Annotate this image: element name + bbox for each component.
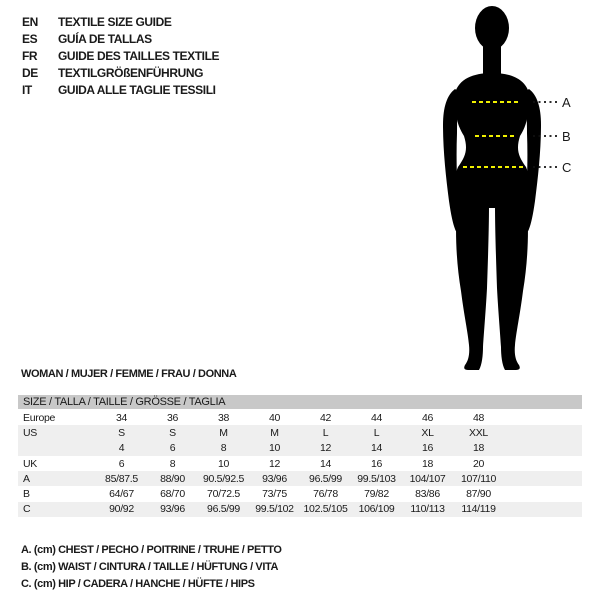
size-cell: 70/72.5: [207, 488, 240, 501]
lang-code: EN: [22, 14, 38, 29]
size-cell: 68/70: [160, 488, 185, 501]
size-cell: 14: [319, 457, 332, 470]
size-cell: 83/86: [415, 488, 440, 501]
size-cell: 4: [118, 442, 125, 455]
size-cell: XL: [421, 426, 434, 439]
size-cell: 40: [268, 411, 281, 424]
size-cell: 12: [319, 442, 332, 455]
size-cell: 18: [421, 457, 434, 470]
size-cell: 6: [169, 442, 176, 455]
size-cell: 14: [370, 442, 383, 455]
size-cell: 110/113: [410, 503, 445, 516]
size-cell: 85/87.5: [105, 472, 138, 485]
lang-row-de: [22, 64, 219, 81]
woman-silhouette: [443, 6, 541, 370]
guide-title-fr: GUIDE DES TAILLES TEXTILE: [58, 48, 220, 63]
lang-code: FR: [22, 48, 38, 63]
table-row-hip-c: [18, 502, 582, 517]
lang-code: DE: [22, 65, 38, 80]
row-label: C: [23, 503, 31, 516]
guide-title-en: TEXTILE SIZE GUIDE: [58, 14, 172, 29]
table-row-uk: [18, 456, 582, 471]
size-cell: 20: [472, 457, 485, 470]
size-cell: 107/110: [460, 472, 497, 485]
guide-title-de: TEXTILGRÖßENFÜHRUNG: [58, 65, 204, 80]
table-header-size: SIZE / TALLA / TAILLE / GRÖSSE / TAGLIA: [18, 395, 582, 409]
row-label: US: [23, 426, 37, 439]
size-cell: 44: [370, 411, 383, 424]
lang-row-it: [22, 81, 219, 98]
size-cell: S: [169, 426, 176, 439]
size-cell: 16: [421, 442, 434, 455]
size-cell: 87/90: [466, 488, 491, 501]
size-cell: 16: [370, 457, 383, 470]
size-cell: 12: [268, 457, 281, 470]
size-cell: 114/119: [461, 503, 496, 516]
guide-title-it: GUIDA ALLE TAGLIE TESSILI: [58, 82, 216, 97]
size-cell: 93/96: [262, 472, 287, 485]
size-cell: 96.5/99: [207, 503, 240, 516]
size-cell: 99.5/102: [255, 503, 294, 516]
row-label: A: [23, 472, 30, 485]
size-cell: 46: [421, 411, 434, 424]
size-cell: 88/90: [160, 472, 185, 485]
size-table: [18, 395, 582, 517]
chest-label-a: A: [562, 95, 571, 110]
guide-title-es: GUÍA DE TALLAS: [58, 31, 152, 46]
table-row-us-number: [18, 441, 582, 456]
legend-line-hip: C. (cm) HIP / CADERA / HANCHE / HÜFTE / HIPS: [21, 578, 255, 590]
size-cell: 42: [319, 411, 332, 424]
lang-code: IT: [22, 82, 32, 97]
size-cell: L: [322, 426, 329, 439]
size-cell: 106/109: [358, 503, 395, 516]
size-cell: 10: [217, 457, 230, 470]
language-title-block: [22, 13, 219, 98]
woman-silhouette-figure: [435, 3, 600, 373]
size-cell: 8: [220, 442, 227, 455]
size-cell: 90.5/92.5: [202, 472, 245, 485]
lang-row-en: [22, 13, 219, 30]
legend-line-chest: A. (cm) CHEST / PECHO / POITRINE / TRUHE / PETTO: [21, 544, 282, 556]
row-label: UK: [23, 457, 37, 470]
size-cell: XXL: [469, 426, 488, 439]
size-cell: 64/67: [109, 488, 134, 501]
table-row-us-letter: [18, 425, 582, 440]
lang-code: ES: [22, 31, 38, 46]
size-cell: 79/82: [364, 488, 389, 501]
size-cell: M: [219, 426, 228, 439]
lang-row-es: [22, 30, 219, 47]
size-cell: 96.5/99: [309, 472, 342, 485]
size-cell: 6: [118, 457, 125, 470]
lang-row-fr: [22, 47, 219, 64]
size-cell: L: [373, 426, 380, 439]
size-cell: S: [118, 426, 125, 439]
size-cell: 93/96: [160, 503, 185, 516]
size-cell: 34: [115, 411, 128, 424]
table-row-chest-a: [18, 471, 582, 486]
size-cell: 90/92: [109, 503, 134, 516]
measurement-legend: [21, 544, 282, 595]
size-cell: M: [270, 426, 279, 439]
section-label-woman: WOMAN / MUJER / FEMME / FRAU / DONNA: [21, 368, 237, 380]
size-cell: 73/75: [262, 488, 287, 501]
size-cell: 104/107: [409, 472, 446, 485]
table-row-europe: [18, 410, 582, 425]
hip-label-c: C: [562, 160, 572, 175]
size-cell: 38: [217, 411, 230, 424]
size-cell: 99.5/103: [357, 472, 396, 485]
waist-label-b: B: [562, 129, 571, 144]
row-label: B: [23, 488, 30, 501]
size-cell: 48: [472, 411, 485, 424]
table-row-waist-b: [18, 486, 582, 501]
legend-line-waist: B. (cm) WAIST / CINTURA / TAILLE / HÜFTUNG / VITA: [21, 561, 279, 573]
size-cell: 102.5/105: [303, 503, 348, 516]
size-cell: 18: [472, 442, 485, 455]
size-cell: 36: [166, 411, 179, 424]
row-label: Europe: [23, 411, 56, 424]
size-cell: 8: [169, 457, 176, 470]
size-cell: 10: [268, 442, 281, 455]
size-cell: 76/78: [313, 488, 338, 501]
